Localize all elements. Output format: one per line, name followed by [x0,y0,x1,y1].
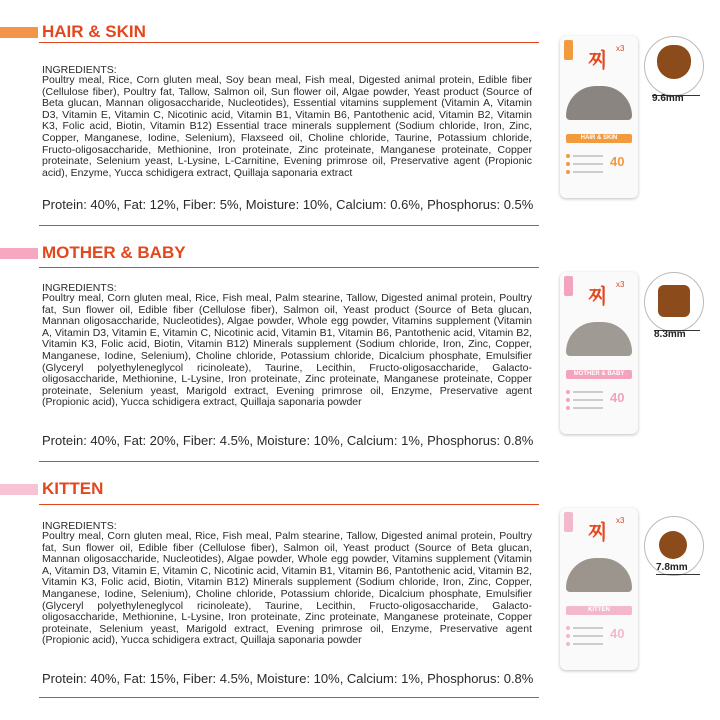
section-title: KITTEN [42,479,104,498]
bag-brand: 찌 [588,286,608,308]
ingredients-text: Poultry meal, Rice, Corn gluten meal, Soy bean meal, Fish meal, Digested animal protein, Edible fiber (Cellulose fiber), Poultry fat, Tallow, Salmon oil, Sun flower oil, Algae powder, Yeast product (Source of Beta glucan, Mannan oligosaccharide, Nucleotides), Essential vitamins supplement (Vitamin A, Vitamin D3, Vitamin E, Vitamin C, Nicotinic acid, Vitamin B1, Vitamin B6, Pantothenic acid, Vitamin B2, Vitamin K3, Folic acid, Biotin, Vitamin B12) Essential trace minerals supplement (Sodium chloride, Iron, Zinc, Copper, Manganese, Iodine, Selenium), Flaxseed oil, Choline chloride, Taurine, Potassium chloride, Fructo-oligosaccharide, Methionine, Iron proteinate, Zinc proteinate, Manganese proteinate, Copper proteinate, Selenium yeast, L-Lysine, L-Carnitine, Evening primrose oil, Preservative agent (Propionic acid), Enzyme, Yucca schidigera extract, Quillaja saponaria extract [42,74,532,179]
bag-tag [564,512,573,532]
bag-text-line [573,627,603,629]
ingredients-label: INGREDIENTS: [42,64,117,76]
nutrition-stats: Protein: 40%, Fat: 12%, Fiber: 5%, Moisture: 10%, Calcium: 0.6%, Phosphorus: 0.5% [42,197,534,212]
section-title: MOTHER & BABY [42,243,186,262]
kibble-size-line [656,574,700,575]
ingredients-label: INGREDIENTS: [42,520,117,532]
kibble-size-label: 7.8mm [656,562,688,573]
product-bag-image [560,508,638,670]
section-bottom-divider [39,697,539,698]
bag-bullet [566,642,570,646]
bag-text-line [573,635,603,637]
bag-label-text: HAIR & SKIN [580,135,618,141]
bag-brand-suffix: x3 [616,44,625,53]
header-divider [39,504,539,505]
bag-protein-pct: 40 [610,390,625,405]
ingredients-text: Poultry meal, Corn gluten meal, Rice, Fish meal, Palm stearine, Tallow, Digested animal protein, Poultry fat, Sun flower oil, Edible fiber (Cellulose fiber), Salmon oil, Yeast product (Source of Beta glucan, Mannan oligosaccharide, Nucleotides), Algae powder, Whole egg powder, Vitamins supplement (Vitamin A, Vitamin D3, Vitamin E, Vitamin C, Nicotinic acid, Vitamin B1, Vitamin B6, Pantothenic acid, Vitamin B2, Vitamin K3, Folic acid, Biotin, Vitamin B12) Minerals supplement (Sodium chloride, Iron, Zinc, Copper, Manganese, Iodine, Selenium), Choline chloride, Potassium chloride, Dicalcium phosphate, Emulsifier (Glyceryl polyethyleneglycol ricinoleate), Taurine, Lecithin, Fructo-oligosaccharide, Galacto-oligosaccharide, Methionine, L-Lysine, Iron proteinate, Zinc proteinate, Manganese proteinate, Copper proteinate, Selenium yeast, Marigold extract, Evening primrose oil, Enzyme, Preservative agent (Propionic acid), Yucca schidigera extract, Quillaja saponaria powder [42,530,532,647]
bag-bullet [566,626,570,630]
kibble-icon [659,531,687,559]
bag-brand: 찌 [588,50,608,72]
nutrition-stats: Protein: 40%, Fat: 20%, Fiber: 4.5%, Moisture: 10%, Calcium: 1%, Phosphorus: 0.8% [42,433,534,448]
bag-bullet [566,634,570,638]
bag-brand-suffix: x3 [616,280,625,289]
ingredients-text: Poultry meal, Corn gluten meal, Rice, Fish meal, Palm stearine, Tallow, Digested animal protein, Poultry fat, Sun flower oil, Edible fiber (Cellulose fiber), Salmon oil, Yeast product (Source of Beta glucan, Mannan oligosaccharide, Nucleotides), Algae powder, Whole egg powder, Vitamins supplement (Vitamin A, Vitamin D3, Vitamin E, Vitamin C, Nicotinic acid, Vitamin B1, Vitamin B6, Pantothenic acid, Vitamin B2, Vitamin K3, Folic acid, Biotin, Vitamin B12) Minerals supplement (Sodium chloride, Iron, Zinc, Copper, Manganese, Iodine, Selenium), Choline chloride, Potassium chloride, Dicalcium phosphate, Emulsifier (Glyceryl polyethyleneglycol ricinoleate), Taurine, Lecithin, Fructo-oligosaccharide, Galacto-oligosaccharide, Methionine, L-Lysine, Iron proteinate, Zinc proteinate, Manganese proteinate, Copper proteinate, Selenium yeast, Marigold extract, Evening primrose oil, Enzyme, Preservative agent (Propionic acid), Yucca schidigera extract, Quillaja saponaria powder [42,292,532,409]
kibble-size-label: 8.3mm [654,329,686,340]
bag-protein-pct: 40 [610,154,625,169]
ingredients-label: INGREDIENTS: [42,282,117,294]
bag-label-text: KITTEN [588,607,610,613]
kibble-size-label: 9.6mm [652,93,684,104]
bag-text-line [573,643,603,645]
section-accent-bar [0,484,38,495]
bag-label-band [566,606,632,615]
cat-illustration [566,558,632,592]
bag-protein-pct: 40 [610,626,625,641]
nutrition-stats: Protein: 40%, Fat: 15%, Fiber: 4.5%, Moisture: 10%, Calcium: 1%, Phosphorus: 0.8% [42,671,534,686]
bag-label-text: MOTHER & BABY [573,371,625,377]
section-title: HAIR & SKIN [42,22,146,41]
bag-brand-suffix: x3 [616,516,625,525]
bag-brand: 찌 [588,522,608,544]
